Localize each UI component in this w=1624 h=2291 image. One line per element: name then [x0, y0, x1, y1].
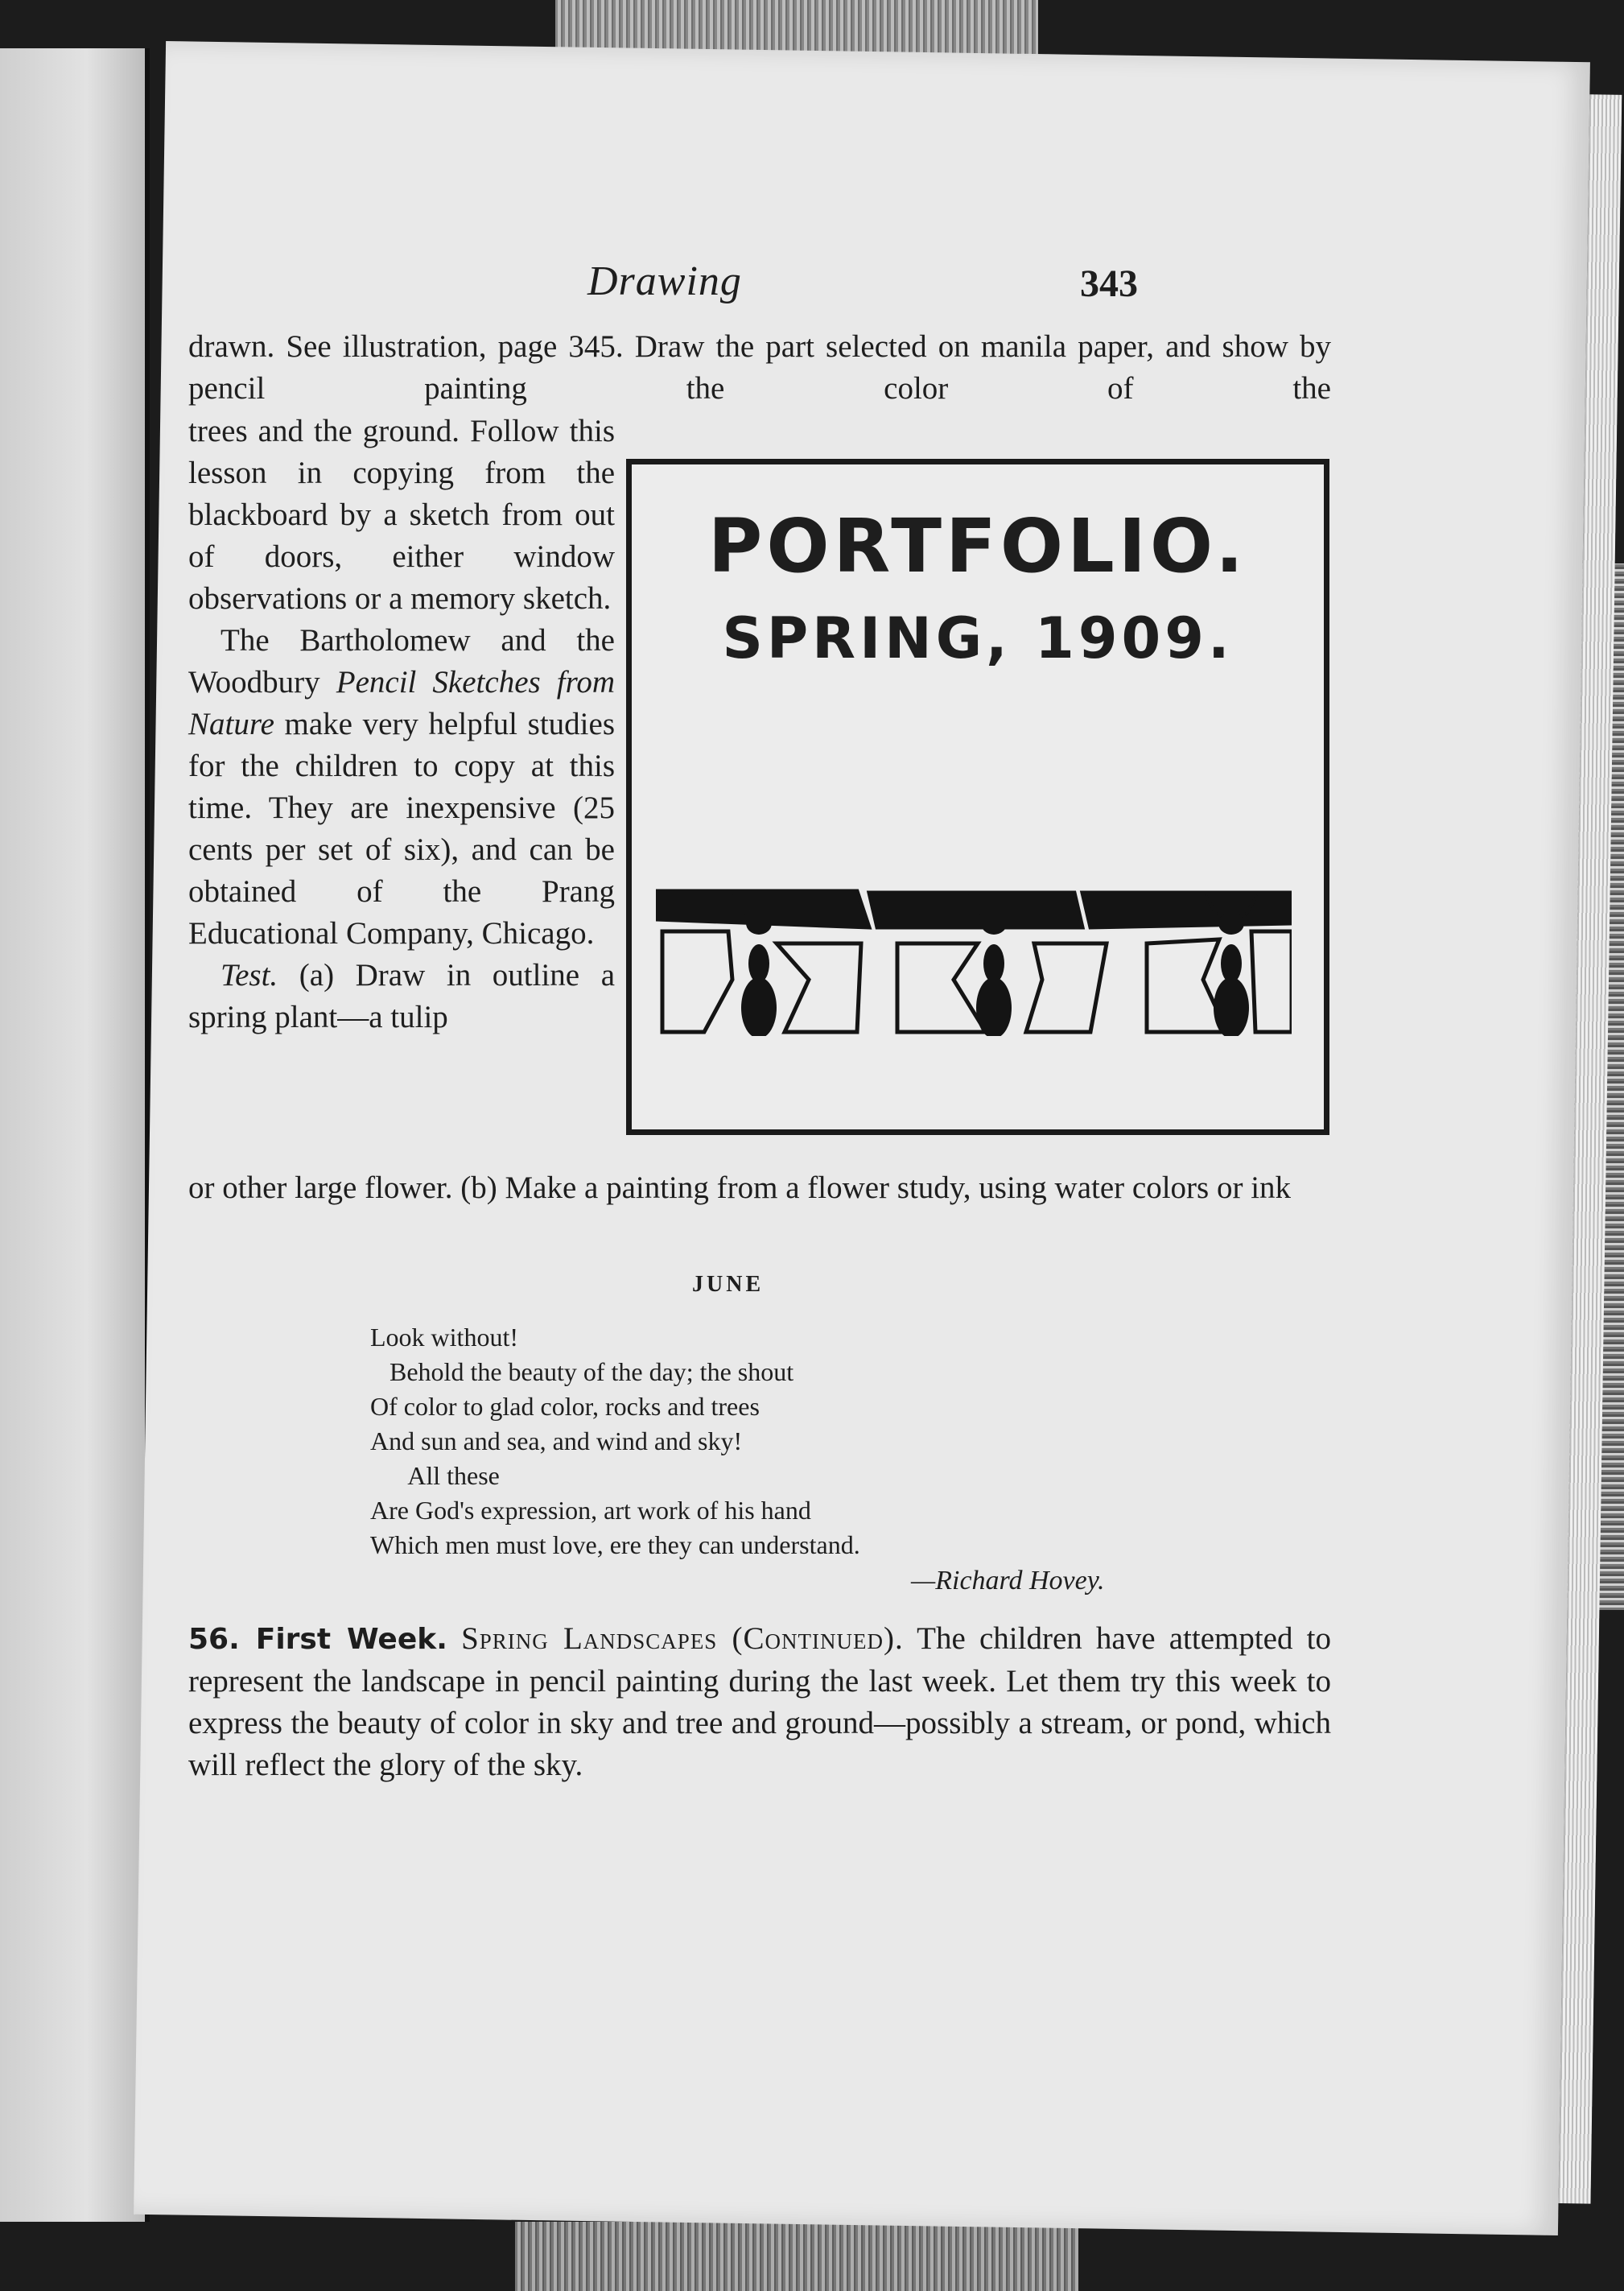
test-paragraph	[188, 955, 615, 1038]
wrap-paragraph-2	[188, 620, 615, 955]
poem-body	[370, 1320, 860, 1562]
section-56	[188, 1618, 1331, 1786]
test-label: Test.	[221, 958, 278, 993]
section-label: 56. First Week.	[188, 1623, 447, 1656]
section-text: The children have attempted to represent the landscape in pencil painting during the last week. Let them try this week to express the beauty of color in sky and tree and ground—possibly a stream, or pond, which will reflect the glory of the sky.	[188, 1621, 1332, 1782]
facing-page-edge	[0, 48, 150, 2222]
portfolio-subtitle: SPRING, 1909.	[722, 605, 1234, 671]
test-text: (a) Draw in outline a spring plant—a tulip	[188, 958, 615, 1034]
fabric-background-bottom	[515, 2222, 1078, 2291]
wrap-paragraph-1: trees and the ground. Follow this lesson in copying from the blackboard by a sketch from out of doors, either window observations or a memory sketch.	[188, 414, 615, 616]
continued-text: or other large flower. (b) Make a painting from a flower study, using water colors or ink	[188, 1170, 1292, 1205]
wrap-paragraph-2-start: The Bartholomew and the Woodbury	[188, 623, 615, 700]
wrapped-text-column	[188, 411, 615, 1038]
section-paragraph	[188, 1618, 1331, 1786]
continued-paragraph	[188, 1167, 1331, 1209]
running-head: Drawing	[587, 258, 742, 304]
book-title-italic: Pencil Sketches from Nature	[188, 665, 615, 741]
poem-line: Are God's expression, art work of his hand	[370, 1496, 811, 1525]
portfolio-title: PORTFOLIO.	[707, 503, 1248, 589]
insect-frieze-ornament	[656, 883, 1292, 1036]
poem-attribution: —Richard Hovey.	[911, 1566, 1105, 1595]
intro-paragraph: drawn. See illustration, page 345. Draw the part selected on manila paper, and show by pencil painting the color of the	[188, 329, 1331, 406]
poem-line: And sun and sea, and wind and sky!	[370, 1426, 743, 1455]
portfolio-illustration	[626, 459, 1329, 1135]
page-number: 343	[1080, 262, 1138, 305]
poem-line: Of color to glad color, rocks and trees	[370, 1392, 760, 1421]
section-heading: Spring Landscapes (Continued).	[461, 1621, 904, 1656]
poem-line: Look without!	[370, 1323, 518, 1352]
poem-line: All these	[370, 1461, 500, 1490]
poem-line: Which men must love, ere they can understand.	[370, 1530, 860, 1559]
poem-line: Behold the beauty of the day; the shout	[370, 1357, 794, 1386]
wrap-paragraph-2-end: make very helpful studies for the children to copy at this time. They are inexpensive (25 cents per set of six), and can be obtained of the Prang Educational Company, Chicago.	[188, 707, 615, 951]
poem-title: JUNE	[692, 1272, 765, 1297]
